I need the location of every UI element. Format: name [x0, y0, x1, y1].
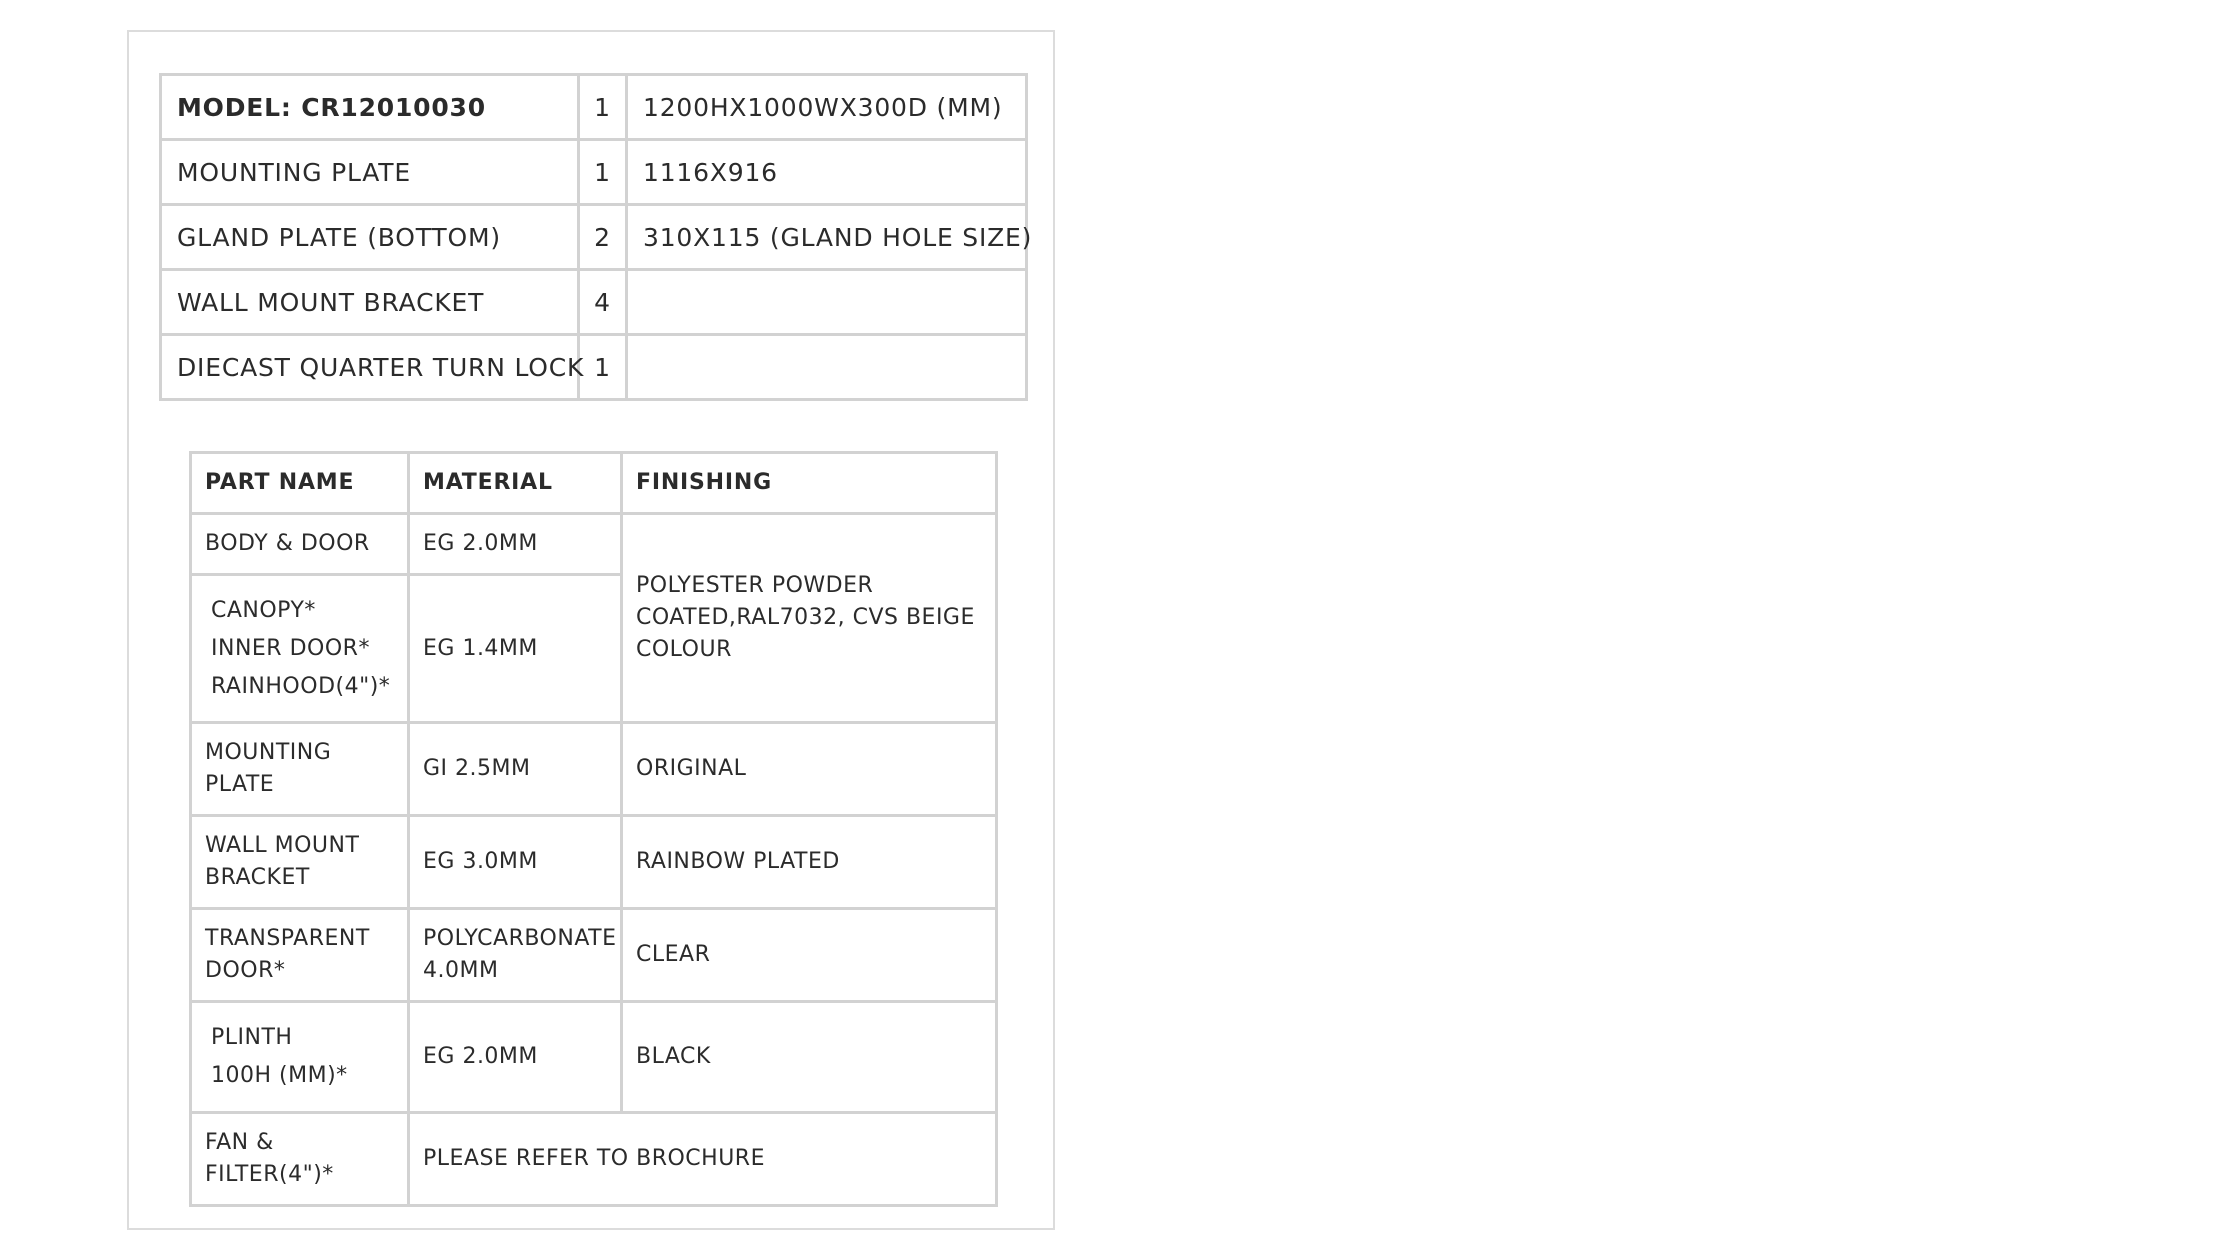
dimension-cell [627, 270, 1027, 335]
material-cell: EG 1.4MM [409, 575, 622, 723]
table-row [161, 205, 1027, 270]
part-line: 100H (MM)* [211, 1063, 348, 1088]
material-cell: EG 2.0MM [409, 1002, 622, 1113]
part-line: PLINTH [211, 1025, 293, 1050]
qty-cell: 1 [579, 140, 627, 205]
part-cell: TRANSPARENT DOOR* [191, 909, 409, 1002]
material-cell: EG 2.0MM [409, 514, 622, 575]
table-row [191, 514, 997, 575]
part-cell [191, 1002, 409, 1113]
item-cell: MOUNTING PLATE [161, 140, 579, 205]
table-header-row [191, 453, 997, 514]
header-part-name: PART NAME [191, 453, 409, 514]
part-cell: WALL MOUNT BRACKET [191, 816, 409, 909]
material-cell: POLYCARBONATE 4.0MM [409, 909, 622, 1002]
dimension-cell [627, 335, 1027, 400]
item-cell: WALL MOUNT BRACKET [161, 270, 579, 335]
parts-table [189, 451, 998, 1207]
part-cell: BODY & DOOR [191, 514, 409, 575]
model-cell: MODEL: CR12010030 [161, 75, 579, 140]
table-row [191, 909, 997, 1002]
table-row [191, 816, 997, 909]
note-cell: PLEASE REFER TO BROCHURE [409, 1113, 997, 1206]
product-spec-card [127, 30, 1055, 1230]
table-row [161, 75, 1027, 140]
qty-cell: 4 [579, 270, 627, 335]
qty-cell: 1 [579, 75, 627, 140]
table-row [191, 723, 997, 816]
finishing-cell: BLACK [622, 1002, 997, 1113]
part-line: INNER DOOR* [211, 635, 370, 661]
table-row [161, 270, 1027, 335]
table-row [191, 1113, 997, 1206]
table-row [161, 140, 1027, 205]
finishing-cell: ORIGINAL [622, 723, 997, 816]
item-cell: GLAND PLATE (BOTTOM) [161, 205, 579, 270]
material-cell: GI 2.5MM [409, 723, 622, 816]
dimension-cell: 310X115 (GLAND HOLE SIZE) [627, 205, 1027, 270]
part-cell [191, 575, 409, 723]
part-cell: MOUNTING PLATE [191, 723, 409, 816]
part-cell: FAN & FILTER(4")* [191, 1113, 409, 1206]
table-row [191, 1002, 997, 1113]
header-finishing: FINISHING [622, 453, 997, 514]
dimension-cell: 1116X916 [627, 140, 1027, 205]
table-row [161, 335, 1027, 400]
spec-table [159, 73, 1033, 401]
part-line: RAINHOOD(4")* [211, 673, 391, 699]
item-cell: DIECAST QUARTER TURN LOCK [161, 335, 579, 400]
qty-cell: 1 [579, 335, 627, 400]
finishing-cell: RAINBOW PLATED [622, 816, 997, 909]
qty-cell: 2 [579, 205, 627, 270]
header-material: MATERIAL [409, 453, 622, 514]
finishing-cell: CLEAR [622, 909, 997, 1002]
material-cell: EG 3.0MM [409, 816, 622, 909]
dimension-cell: 1200HX1000WX300D (MM) [627, 75, 1027, 140]
finishing-cell: POLYESTER POWDER COATED,RAL7032, CVS BEIGE COLOUR [622, 514, 997, 723]
part-line: CANOPY* [211, 597, 316, 623]
